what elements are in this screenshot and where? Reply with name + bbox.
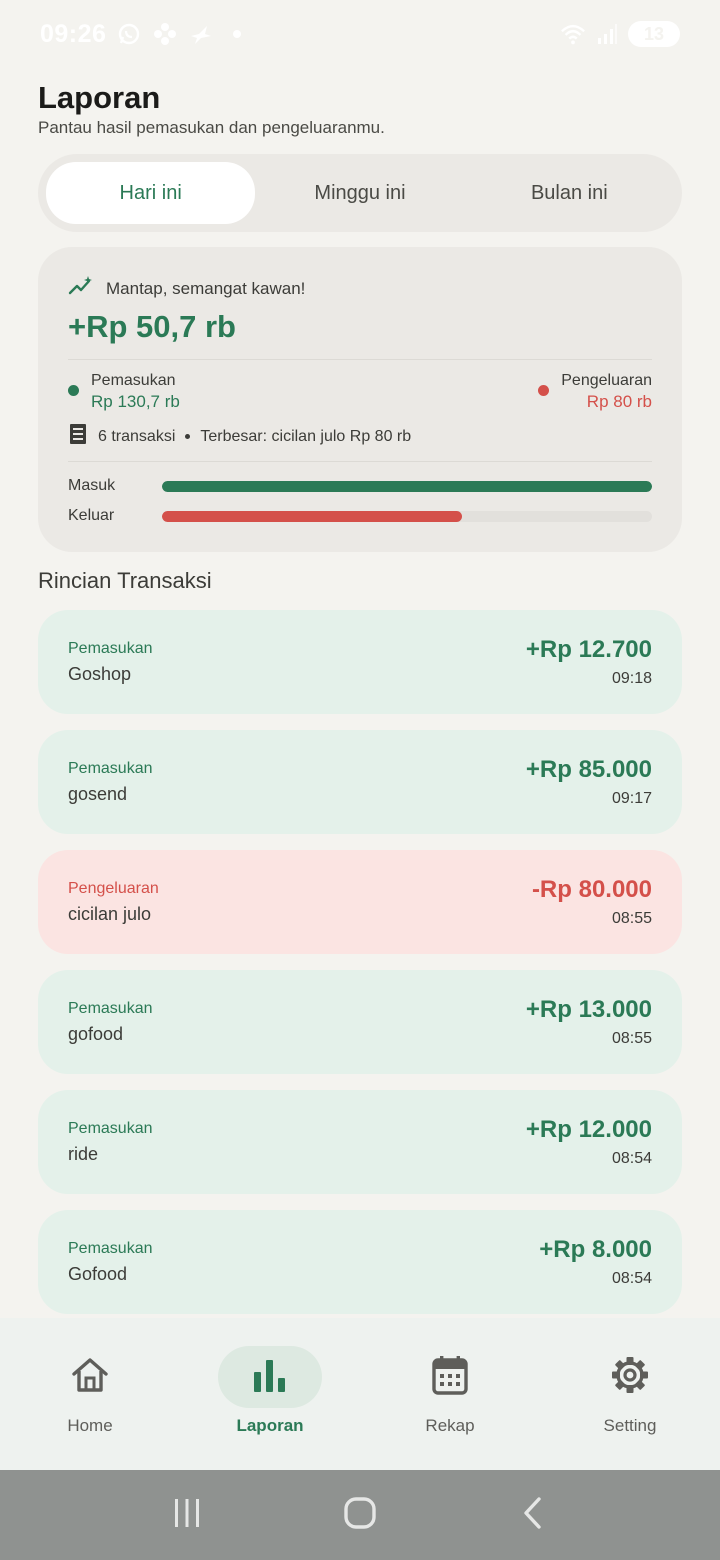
transaction-meta (68, 423, 411, 450)
status-right (560, 21, 680, 47)
bar-fill-keluar (162, 511, 462, 522)
summary-card (38, 247, 682, 552)
transaction-count: 6 transaksi (98, 427, 176, 445)
page-title: Laporan (38, 80, 161, 115)
back-button[interactable] (503, 1485, 563, 1545)
notification-dot-icon (224, 21, 250, 47)
transaction-list (38, 610, 682, 1330)
income-label: Pemasukan (91, 372, 176, 389)
nav-label-laporan: Laporan (236, 1416, 304, 1435)
transaction-card[interactable] (38, 1090, 682, 1194)
transaction-type: Pemasukan (68, 1000, 153, 1017)
tab-hari-ini[interactable]: Hari ini (46, 162, 255, 224)
nav-pill-active (218, 1346, 322, 1408)
transaction-type: Pemasukan (68, 1120, 153, 1137)
nav-label-home: Home (67, 1416, 113, 1435)
nav-item-home[interactable] (0, 1318, 180, 1470)
recent-apps-button[interactable] (157, 1485, 217, 1545)
nav-item-laporan[interactable] (180, 1318, 360, 1470)
net-total: +Rp 50,7 rb (68, 309, 236, 344)
tab-bulan-ini[interactable]: Bulan ini (530, 181, 608, 204)
bottom-nav (0, 1318, 720, 1470)
period-tabs (38, 154, 682, 232)
receipt-icon (68, 423, 88, 450)
transaction-time: 08:55 (611, 1030, 652, 1047)
nav-pill (398, 1346, 502, 1408)
transaction-amount: +Rp 8.000 (539, 1236, 652, 1263)
gear-icon (610, 1355, 650, 1400)
status-left (40, 20, 250, 49)
transaction-type: Pengeluaran (68, 880, 159, 897)
income-value: Rp 130,7 rb (91, 392, 180, 411)
bar-track-masuk (162, 481, 652, 492)
transaction-time: 09:18 (611, 670, 652, 687)
transaction-amount: +Rp 85.000 (525, 756, 652, 783)
bird-icon (188, 21, 214, 47)
bar-label-keluar: Keluar (68, 507, 115, 524)
nav-label-rekap: Rekap (425, 1416, 475, 1435)
calendar-icon (432, 1355, 468, 1400)
transaction-type: Pemasukan (68, 1240, 153, 1257)
transaction-time: 09:17 (611, 790, 652, 807)
bar-label-masuk: Masuk (68, 477, 116, 494)
transaction-type: Pemasukan (68, 760, 153, 777)
expense-value: Rp 80 rb (586, 392, 652, 411)
bar-track-keluar (162, 511, 652, 522)
tab-minggu-ini[interactable]: Minggu ini (314, 181, 406, 204)
recent-apps-icon (171, 1497, 203, 1534)
transaction-amount: -Rp 80.000 (531, 876, 652, 903)
transaction-card[interactable] (38, 730, 682, 834)
transaction-name: gofood (68, 1024, 124, 1044)
transaction-card[interactable] (38, 1210, 682, 1314)
transaction-time: 08:54 (611, 1270, 652, 1287)
motto-row (68, 275, 305, 302)
nav-label-setting: Setting (603, 1416, 657, 1435)
bar-fill-masuk (162, 481, 652, 492)
transaction-name: Gofood (68, 1264, 128, 1284)
divider (68, 461, 652, 462)
income-summary (68, 371, 180, 412)
battery-indicator: 13 (628, 21, 680, 47)
transaction-time: 08:54 (611, 1150, 652, 1167)
status-bar (0, 0, 720, 68)
transaction-name: gosend (68, 784, 128, 804)
status-time: 09:26 (40, 19, 107, 48)
transaction-amount: +Rp 12.700 (525, 636, 652, 663)
wifi-icon (560, 21, 586, 47)
transaction-amount: +Rp 13.000 (525, 996, 652, 1023)
signal-icon (594, 21, 620, 47)
expense-label: Pengeluaran (561, 372, 652, 389)
system-nav-bar (0, 1470, 720, 1560)
nav-pill (578, 1346, 682, 1408)
largest-transaction: Terbesar: cicilan julo Rp 80 rb (200, 427, 412, 445)
transaction-card[interactable] (38, 850, 682, 954)
transaction-time: 08:55 (611, 910, 652, 927)
transaction-name: ride (68, 1144, 99, 1164)
transaction-card[interactable] (38, 610, 682, 714)
divider (68, 359, 652, 360)
motto-text: Mantap, semangat kawan! (106, 278, 306, 298)
home-icon (70, 1356, 110, 1399)
expense-summary (538, 371, 652, 412)
flower-icon (152, 21, 178, 47)
transaction-type: Pemasukan (68, 640, 153, 657)
transaction-amount: +Rp 12.000 (525, 1116, 652, 1143)
income-dot (68, 385, 79, 396)
meta-separator (185, 434, 190, 439)
transaction-name: cicilan julo (68, 904, 152, 924)
page-subtitle: Pantau hasil pemasukan dan pengeluaranmu. (38, 118, 385, 137)
bar-row-masuk (68, 477, 652, 495)
bar-row-keluar (68, 507, 652, 525)
bar-chart-icon (252, 1358, 288, 1397)
nav-item-rekap[interactable] (360, 1318, 540, 1470)
expense-dot (538, 385, 549, 396)
whatsapp-icon (116, 21, 142, 47)
back-chevron-icon (521, 1496, 545, 1535)
nav-item-setting[interactable] (540, 1318, 720, 1470)
transaction-name: Goshop (68, 664, 132, 684)
sparkle-trend-icon (68, 275, 94, 302)
nav-pill (38, 1346, 142, 1408)
home-circle-icon (343, 1496, 377, 1535)
transaction-card[interactable] (38, 970, 682, 1074)
home-button[interactable] (330, 1485, 390, 1545)
section-title: Rincian Transaksi (38, 568, 212, 593)
